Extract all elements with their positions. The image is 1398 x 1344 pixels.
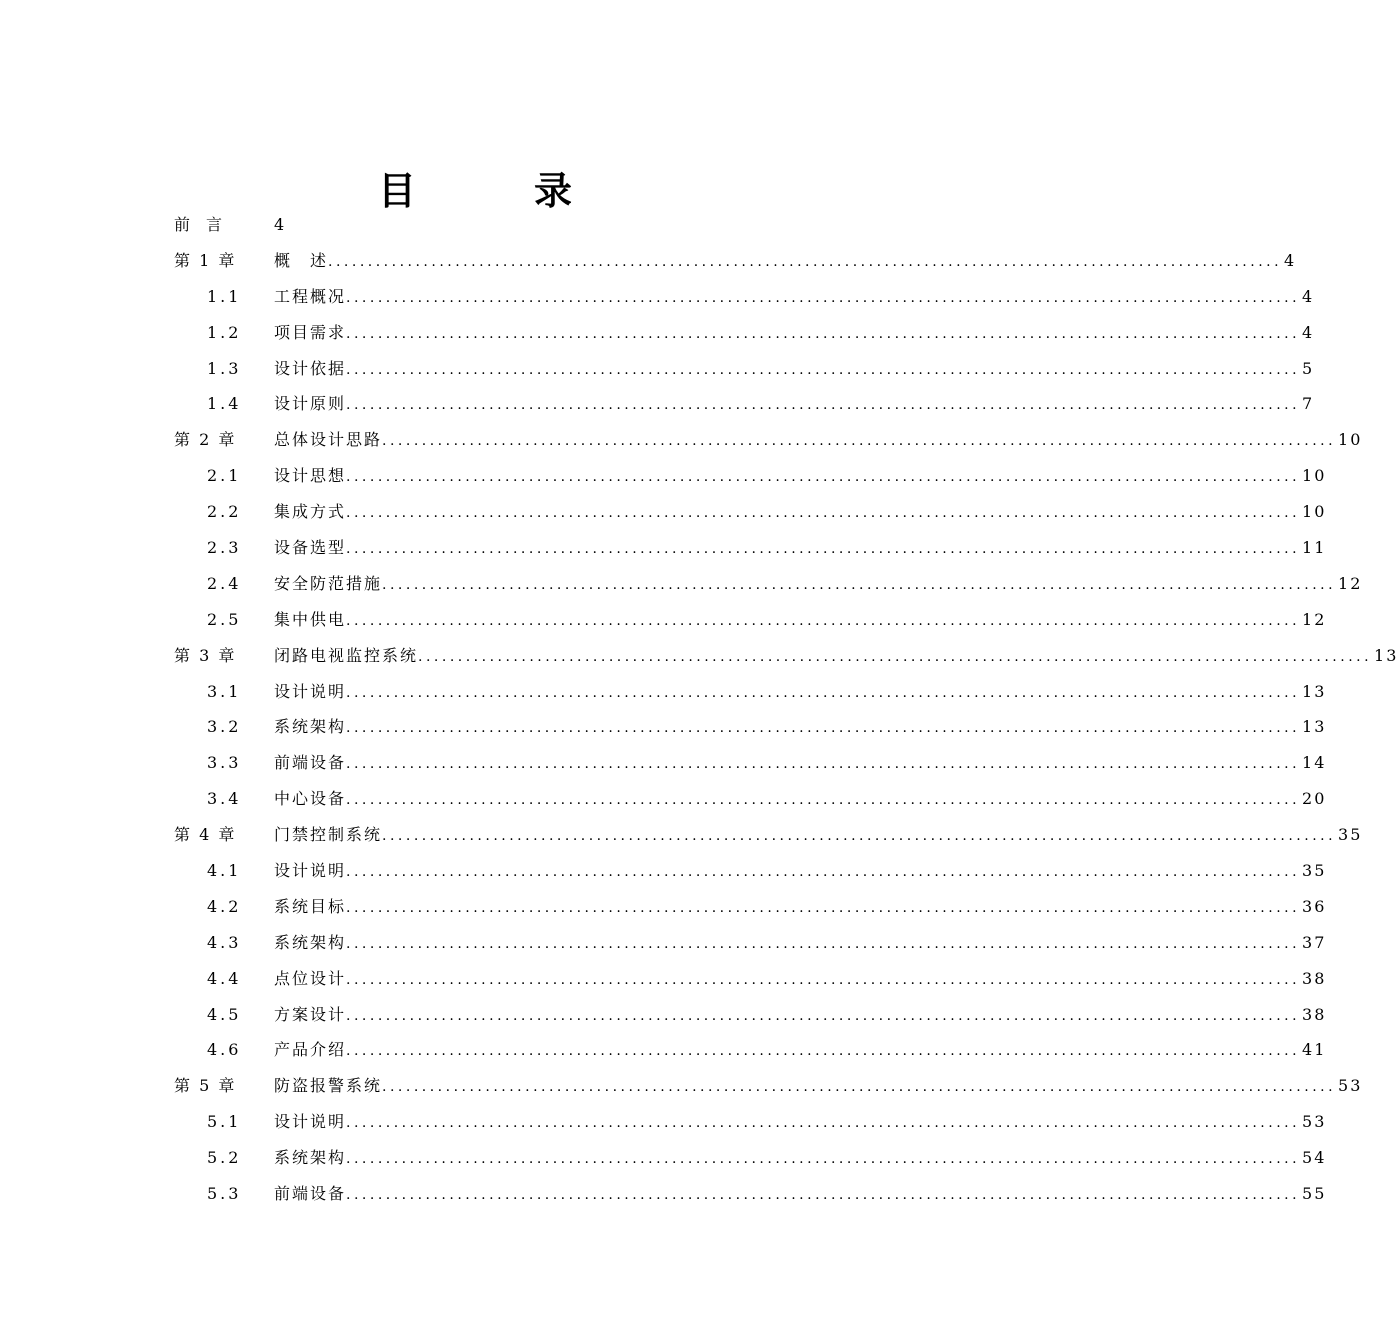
toc-entry: [274, 674, 1327, 712]
toc-page-number: 54: [1302, 1148, 1327, 1168]
toc-entry-number: 3.1: [207, 681, 242, 701]
toc-entry: [274, 1104, 1327, 1142]
toc-dot-leader: ........................................................................................................................: [346, 864, 1301, 881]
toc-dot-leader: ........................................................................................................................: [382, 433, 1337, 450]
toc-dot-leader: ........................................................................................................................: [346, 1187, 1301, 1204]
toc-entry: [274, 207, 286, 243]
toc-section-row[interactable]: [0, 279, 1315, 315]
toc-entry-number: 2.5: [207, 609, 242, 629]
toc-entry-number: 2.4: [207, 573, 242, 593]
toc-entry: [274, 781, 1327, 819]
toc-section-row[interactable]: [0, 961, 1327, 997]
toc-section-row[interactable]: [0, 458, 1327, 494]
toc-entry-number: 3.4: [207, 789, 242, 809]
toc-entry: [274, 889, 1327, 927]
toc-section-row[interactable]: [0, 709, 1327, 745]
toc-dot-leader: ........................................................................................................................: [346, 1151, 1301, 1168]
toc-dot-leader: ........................................................................................................................: [346, 1115, 1301, 1132]
toc-title: 目 录: [377, 169, 612, 214]
toc-entry: [274, 494, 1327, 532]
toc-entry-title: 工程概况: [274, 286, 347, 306]
toc-entry-number: 5.3: [207, 1184, 242, 1204]
toc-entry-title: 点位设计: [274, 968, 347, 988]
toc-entry-title: 产品介绍: [274, 1040, 347, 1060]
toc-entry-number: 4.6: [207, 1040, 242, 1060]
toc-section-row[interactable]: [0, 674, 1327, 710]
toc-dot-leader: ........................................................................................................................: [346, 1007, 1301, 1024]
toc-page-number: 35: [1302, 861, 1327, 881]
toc-entry: [274, 422, 1363, 460]
toc-entry-title: 前端设备: [274, 753, 347, 773]
toc-entry-number: 1.2: [207, 322, 242, 342]
toc-entry: [274, 961, 1327, 999]
toc-page-number: 4: [1302, 322, 1315, 342]
toc-entry-number: 2.3: [207, 538, 242, 558]
toc-entry: [274, 1176, 1327, 1214]
toc-section-row[interactable]: [0, 889, 1327, 925]
toc-entry-title: 集成方式: [274, 502, 347, 522]
toc-entry: [274, 279, 1315, 317]
toc-entry: [274, 315, 1315, 353]
toc-section-row[interactable]: [0, 925, 1327, 961]
toc-chapter-row[interactable]: [0, 422, 1363, 458]
toc-dot-leader: ........................................................................................................................: [346, 397, 1301, 414]
toc-entry-title: 门禁控制系统: [274, 825, 383, 845]
toc-section-row[interactable]: [0, 386, 1315, 422]
toc-page-number: 13: [1302, 717, 1327, 737]
toc-section-row[interactable]: [0, 530, 1327, 566]
toc-entry-number: 2.1: [207, 466, 242, 486]
toc-entry-number: 5.2: [207, 1148, 242, 1168]
toc-dot-leader: ........................................................................................................................: [382, 828, 1337, 845]
toc-entry-title: 系统架构: [274, 932, 347, 952]
toc-chapter-row[interactable]: [0, 817, 1363, 853]
toc-section-row[interactable]: [0, 745, 1327, 781]
toc-entry: [274, 351, 1315, 389]
toc-dot-leader: ........................................................................................................................: [346, 684, 1301, 701]
toc-page-number: 53: [1302, 1112, 1327, 1132]
toc-entry-number: 4.5: [207, 1004, 242, 1024]
toc-section-row[interactable]: [0, 997, 1327, 1033]
toc-chapter-row[interactable]: [0, 638, 1398, 674]
toc-entry: [274, 1068, 1363, 1106]
toc-entry-title: 设计思想: [274, 466, 347, 486]
toc-entry-number: 1.1: [207, 286, 242, 306]
toc-entry-title: 系统架构: [274, 717, 347, 737]
toc-page-number: 7: [1302, 394, 1315, 414]
toc-entry-number: 第 1 章: [174, 250, 237, 270]
toc-entry-number: 5.1: [207, 1112, 242, 1132]
toc-dot-leader: ........................................................................................................................: [346, 541, 1301, 558]
toc-dot-leader: ........................................................................................................................: [346, 361, 1301, 378]
toc-entry: [274, 638, 1398, 676]
toc-entry: [274, 709, 1327, 747]
toc-entry-number: 第 3 章: [174, 645, 237, 665]
toc-chapter-row[interactable]: [0, 243, 1297, 279]
toc-entry-title: 防盗报警系统: [274, 1076, 383, 1096]
toc-dot-leader: ........................................................................................................................: [346, 1043, 1301, 1060]
toc-entry: [274, 386, 1315, 424]
toc-entry-title: 设备选型: [274, 538, 347, 558]
toc-entry-number: 2.2: [207, 502, 242, 522]
toc-page-number: 12: [1302, 609, 1327, 629]
toc-dot-leader: ........................................................................................................................: [346, 325, 1301, 342]
toc-section-row[interactable]: [0, 1032, 1327, 1068]
toc-page-number: 55: [1302, 1184, 1327, 1204]
toc-page-number: 4: [1284, 250, 1297, 270]
toc-page-number: 13: [1374, 645, 1398, 665]
toc-section-row[interactable]: [0, 566, 1363, 602]
toc-entry-number: 第 2 章: [174, 430, 237, 450]
toc-entry-title: 系统架构: [274, 1148, 347, 1168]
toc-entry: [274, 745, 1327, 783]
toc-entry: [274, 458, 1327, 496]
toc-entry: [274, 566, 1363, 604]
toc-entry-title: 4: [274, 215, 287, 234]
toc-entry-title: 设计原则: [274, 394, 347, 414]
toc-page-number: 20: [1302, 789, 1327, 809]
toc-page-number: 38: [1302, 1004, 1327, 1024]
toc-page-number: 37: [1302, 932, 1327, 952]
toc-section-row[interactable]: [0, 1140, 1327, 1176]
toc-entry-title: 设计说明: [274, 861, 347, 881]
toc-page-number: 10: [1338, 430, 1363, 450]
toc-dot-leader: ........................................................................................................................: [346, 792, 1301, 809]
toc-entry-title: 设计说明: [274, 1112, 347, 1132]
toc-entry-title: 前端设备: [274, 1184, 347, 1204]
toc-dot-leader: ........................................................................................................................: [346, 469, 1301, 486]
toc-entry-number: 第 4 章: [174, 825, 237, 845]
toc-dot-leader: ........................................................................................................................: [346, 935, 1301, 952]
toc-entry: [274, 997, 1327, 1035]
toc-dot-leader: ........................................................................................................................: [346, 720, 1301, 737]
toc-section-row[interactable]: [0, 315, 1315, 351]
toc-dot-leader: ........................................................................................................................: [346, 756, 1301, 773]
toc-dot-leader: ........................................................................................................................: [346, 612, 1301, 629]
toc-dot-leader: ........................................................................................................................: [382, 1079, 1337, 1096]
toc-section-row[interactable]: [0, 494, 1327, 530]
toc-dot-leader: ........................................................................................................................: [418, 648, 1373, 665]
toc-page-number: 10: [1302, 502, 1327, 522]
toc-preface-row[interactable]: [0, 207, 950, 243]
toc-entry-title: 概 述: [274, 250, 329, 270]
toc-entry-number: 4.4: [207, 968, 242, 988]
toc-entry: [274, 602, 1327, 640]
toc-entry: [274, 1032, 1327, 1070]
toc-page-number: 4: [1302, 286, 1315, 306]
toc-page-number: 10: [1302, 466, 1327, 486]
toc-entry-title: 安全防范措施: [274, 573, 383, 593]
toc-entry-number: 4.2: [207, 896, 242, 916]
toc-page-number: 35: [1338, 825, 1363, 845]
toc-entry-title: 设计依据: [274, 358, 347, 378]
toc-dot-leader: ........................................................................................................................: [328, 253, 1283, 270]
toc-page-number: 12: [1338, 573, 1363, 593]
toc-entry-title: 集中供电: [274, 609, 347, 629]
toc-section-row[interactable]: [0, 1176, 1327, 1212]
toc-page-number: 41: [1302, 1040, 1327, 1060]
toc-entry-title: 中心设备: [274, 789, 347, 809]
toc-entry-title: 闭路电视监控系统: [274, 645, 419, 665]
toc-entry: [274, 530, 1327, 568]
toc-entry-number: 3.2: [207, 717, 242, 737]
toc-entry-number: 4.1: [207, 861, 242, 881]
toc-entry-number: 3.3: [207, 753, 242, 773]
toc-dot-leader: ........................................................................................................................: [346, 505, 1301, 522]
toc-dot-leader: ........................................................................................................................: [382, 576, 1337, 593]
toc-entry: [274, 925, 1327, 963]
toc-dot-leader: ........................................................................................................................: [346, 899, 1301, 916]
toc-entry: [274, 817, 1363, 855]
toc-section-row[interactable]: [0, 853, 1327, 889]
toc-page-number: 11: [1302, 538, 1327, 558]
toc-section-row[interactable]: [0, 1104, 1327, 1140]
toc-list: [0, 207, 1398, 1212]
toc-page-number: 5: [1302, 358, 1315, 378]
toc-entry-title: 方案设计: [274, 1004, 347, 1024]
toc-entry-title: 项目需求: [274, 322, 347, 342]
toc-entry: [274, 243, 1297, 281]
toc-entry: [274, 1140, 1327, 1178]
toc-dot-leader: ........................................................................................................................: [346, 971, 1301, 988]
toc-chapter-row[interactable]: [0, 1068, 1363, 1104]
toc-section-row[interactable]: [0, 602, 1327, 638]
toc-entry: [274, 853, 1327, 891]
toc-page-number: 13: [1302, 681, 1327, 701]
toc-entry-number: 4.3: [207, 932, 242, 952]
toc-dot-leader: ........................................................................................................................: [346, 289, 1301, 306]
toc-section-row[interactable]: [0, 351, 1315, 387]
toc-page-number: 36: [1302, 896, 1327, 916]
toc-page-number: 53: [1338, 1076, 1363, 1096]
toc-entry-title: 总体设计思路: [274, 430, 383, 450]
toc-entry-title: 系统目标: [274, 896, 347, 916]
toc-entry-number: 1.3: [207, 358, 242, 378]
toc-entry-number: 第 5 章: [174, 1076, 237, 1096]
toc-page-number: 14: [1302, 753, 1327, 773]
toc-entry-number: 1.4: [207, 394, 242, 414]
toc-page-number: 38: [1302, 968, 1327, 988]
toc-entry-number: 前 言: [174, 215, 223, 234]
toc-entry-title: 设计说明: [274, 681, 347, 701]
toc-section-row[interactable]: [0, 781, 1327, 817]
